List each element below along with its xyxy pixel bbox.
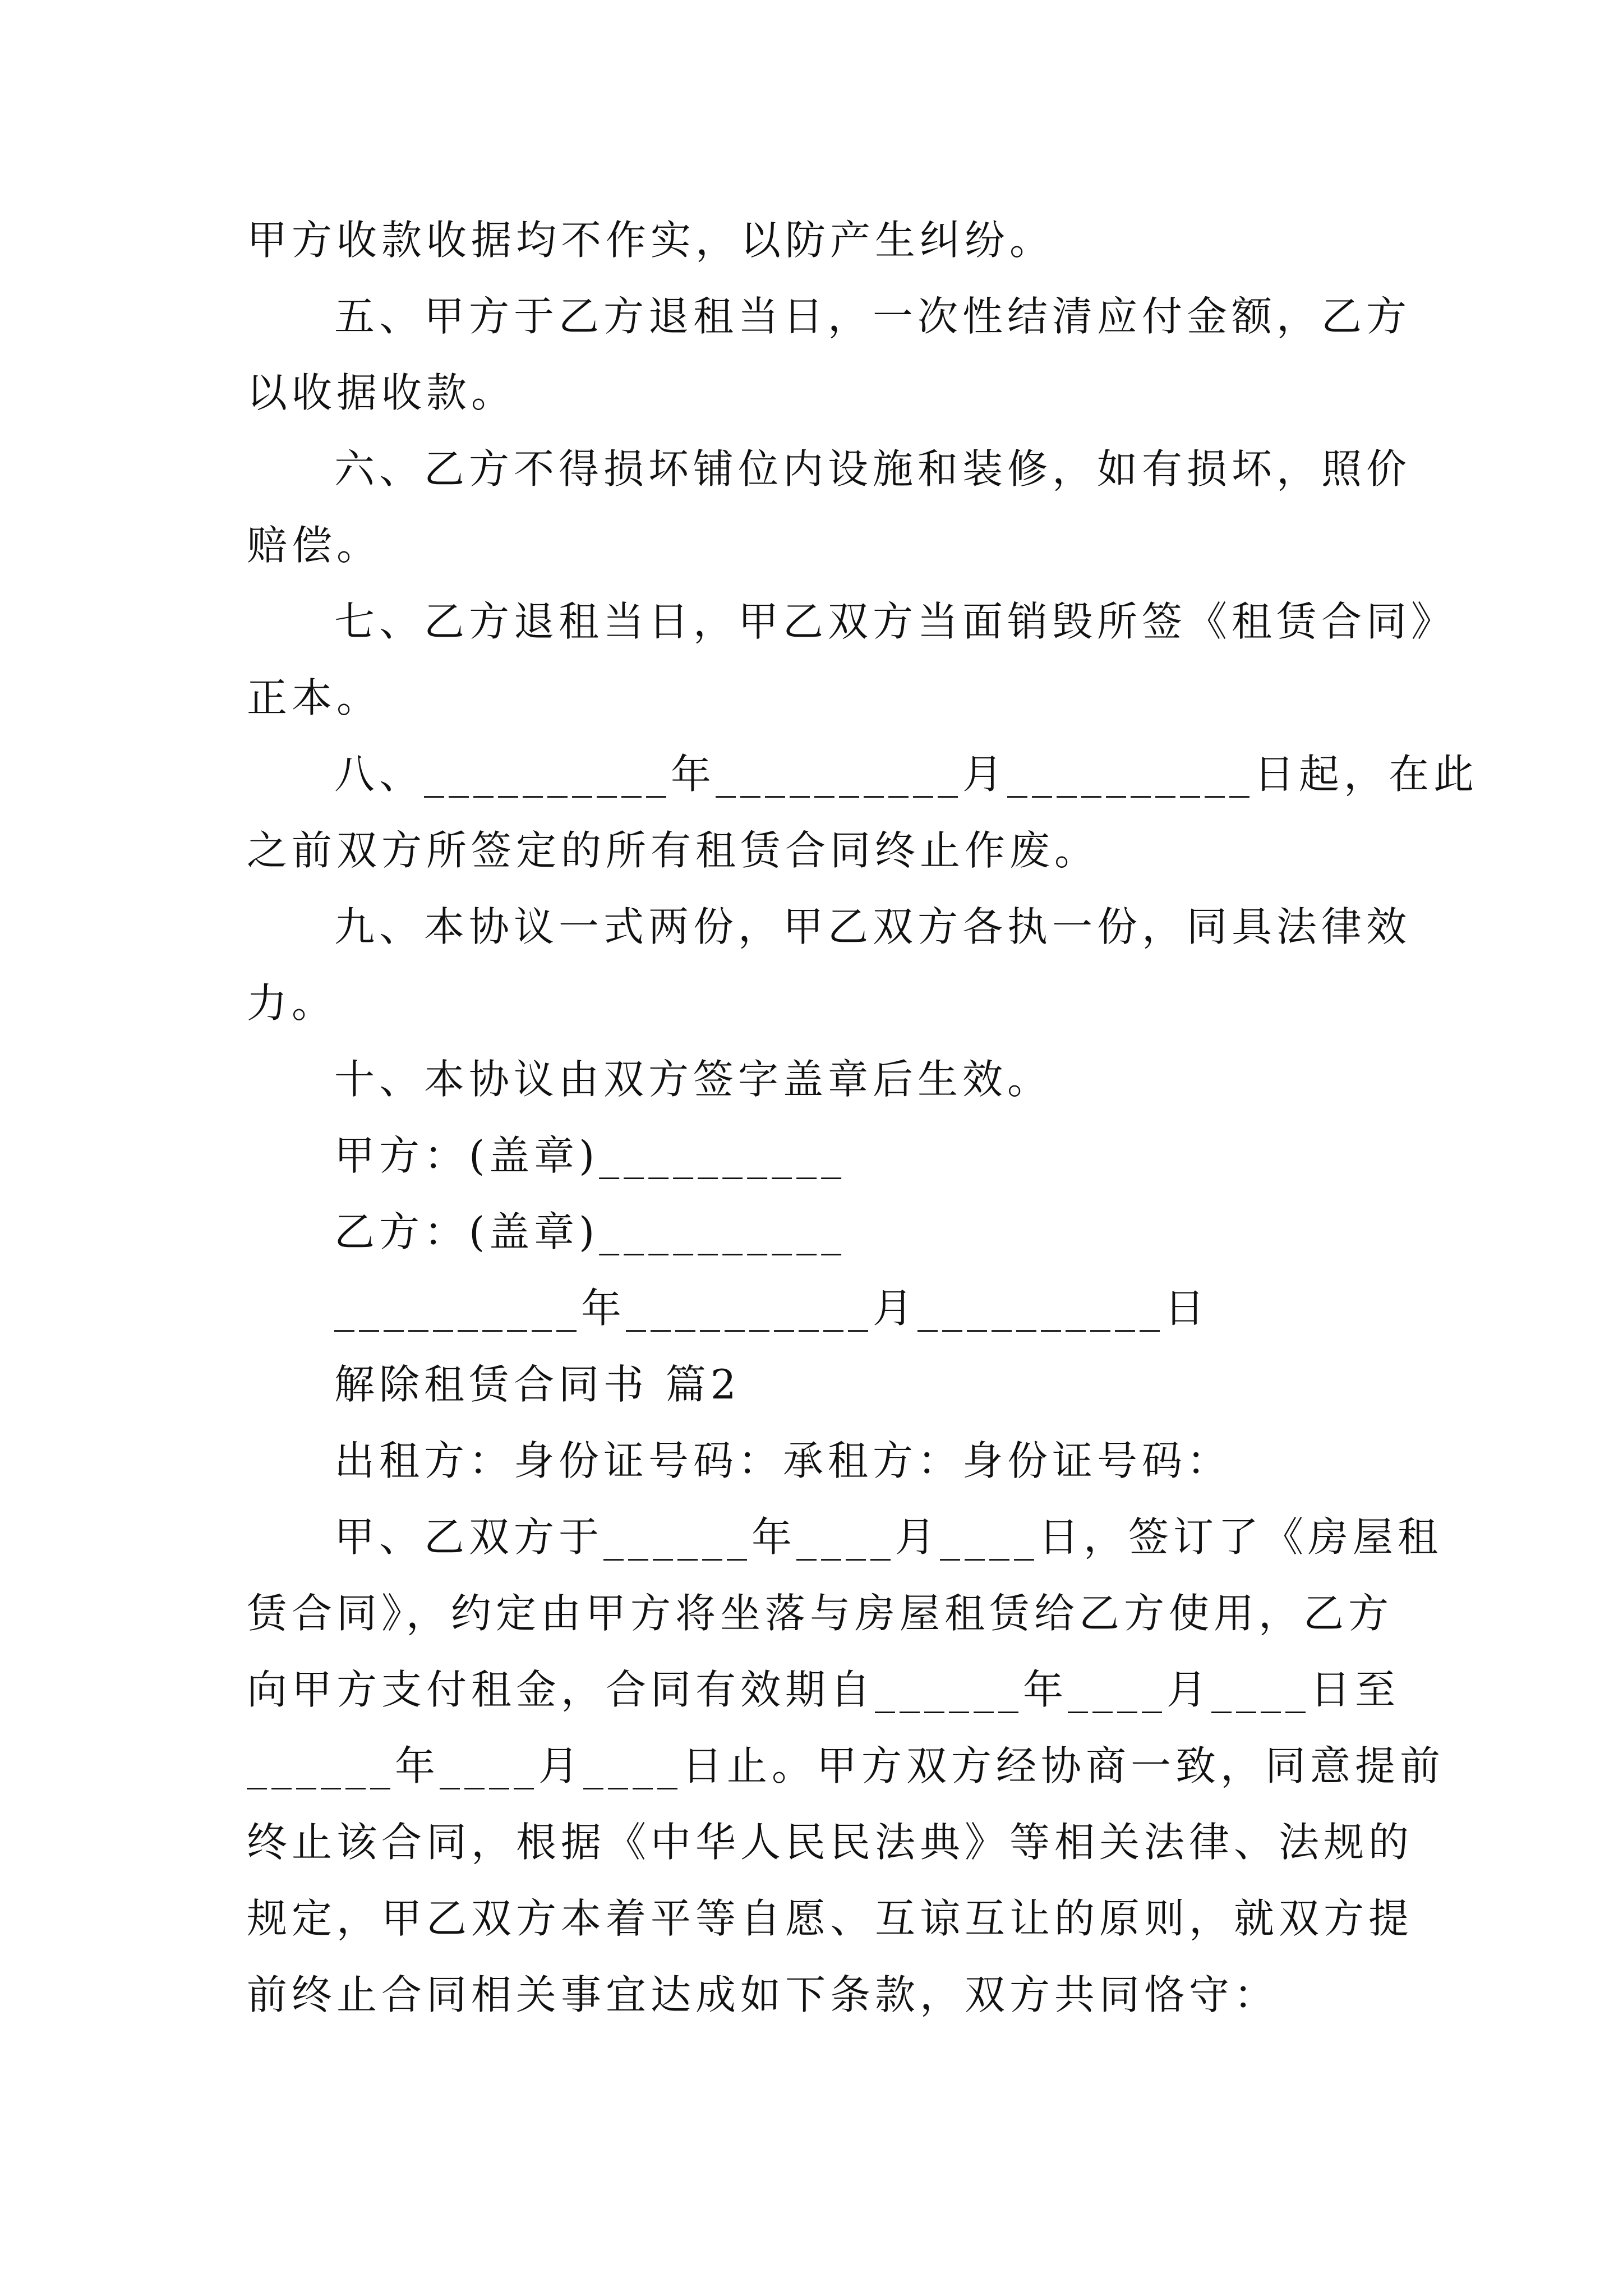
text-line: 赁合同》，约定由甲方将坐落与房屋租赁给乙方使用，乙方: [247, 1590, 1394, 1637]
party-b-seal-line: 乙方：(盖章)__________: [334, 1208, 846, 1255]
clause-5: 五、甲方于乙方退租当日，一次性结清应付金额，乙方: [334, 293, 1412, 340]
text-line: 终止该合同，根据《中华人民民法典》等相关法律、法规的: [247, 1819, 1414, 1866]
clause-6: 六、乙方不得损坏铺位内设施和装修，如有损坏，照价: [334, 445, 1412, 493]
text-line: 以收据收款。: [247, 369, 517, 416]
text-line: 之前双方所签定的所有租赁合同终止作废。: [247, 827, 1100, 874]
clause-10: 十、本协议由双方签字盖章后生效。: [334, 1056, 1053, 1103]
document-body: [247, 202, 1479, 2033]
clause-7: 七、乙方退租当日，甲乙双方当面销毁所签《租赁合同》: [334, 598, 1456, 645]
section-title: 解除租赁合同书 篇2: [334, 1361, 741, 1408]
date-line: __________年__________月__________日: [334, 1285, 1209, 1332]
parties-line: 出租方：身份证号码：承租方：身份证号码：: [334, 1437, 1232, 1484]
text-line: 正本。: [247, 674, 382, 721]
text-line: 赔偿。: [247, 522, 382, 569]
text-line: 规定，甲乙双方本着平等自愿、互谅互让的原则，就双方提: [247, 1895, 1414, 1942]
clause-9: 九、本协议一式两份，甲乙双方各执一份，同具法律效: [334, 903, 1412, 950]
party-a-seal-line: 甲方：(盖章)__________: [334, 1132, 846, 1179]
text-line: 甲方收款收据均不作实，以防产生纠纷。: [247, 217, 1055, 264]
preamble-line: 甲、乙双方于______年____月____日，签订了《房屋租: [334, 1513, 1443, 1561]
text-line: 向甲方支付租金，合同有效期自______年____月____日至: [247, 1666, 1400, 1713]
text-line: ______年____月____日止。甲方双方经协商一致，同意提前: [247, 1742, 1445, 1789]
clause-8: 八、__________年__________月__________日起，在此: [334, 751, 1479, 798]
text-line: 前终止合同相关事宜达成如下条款，双方共同恪守：: [247, 1971, 1279, 2018]
text-line: 力。: [247, 979, 337, 1027]
